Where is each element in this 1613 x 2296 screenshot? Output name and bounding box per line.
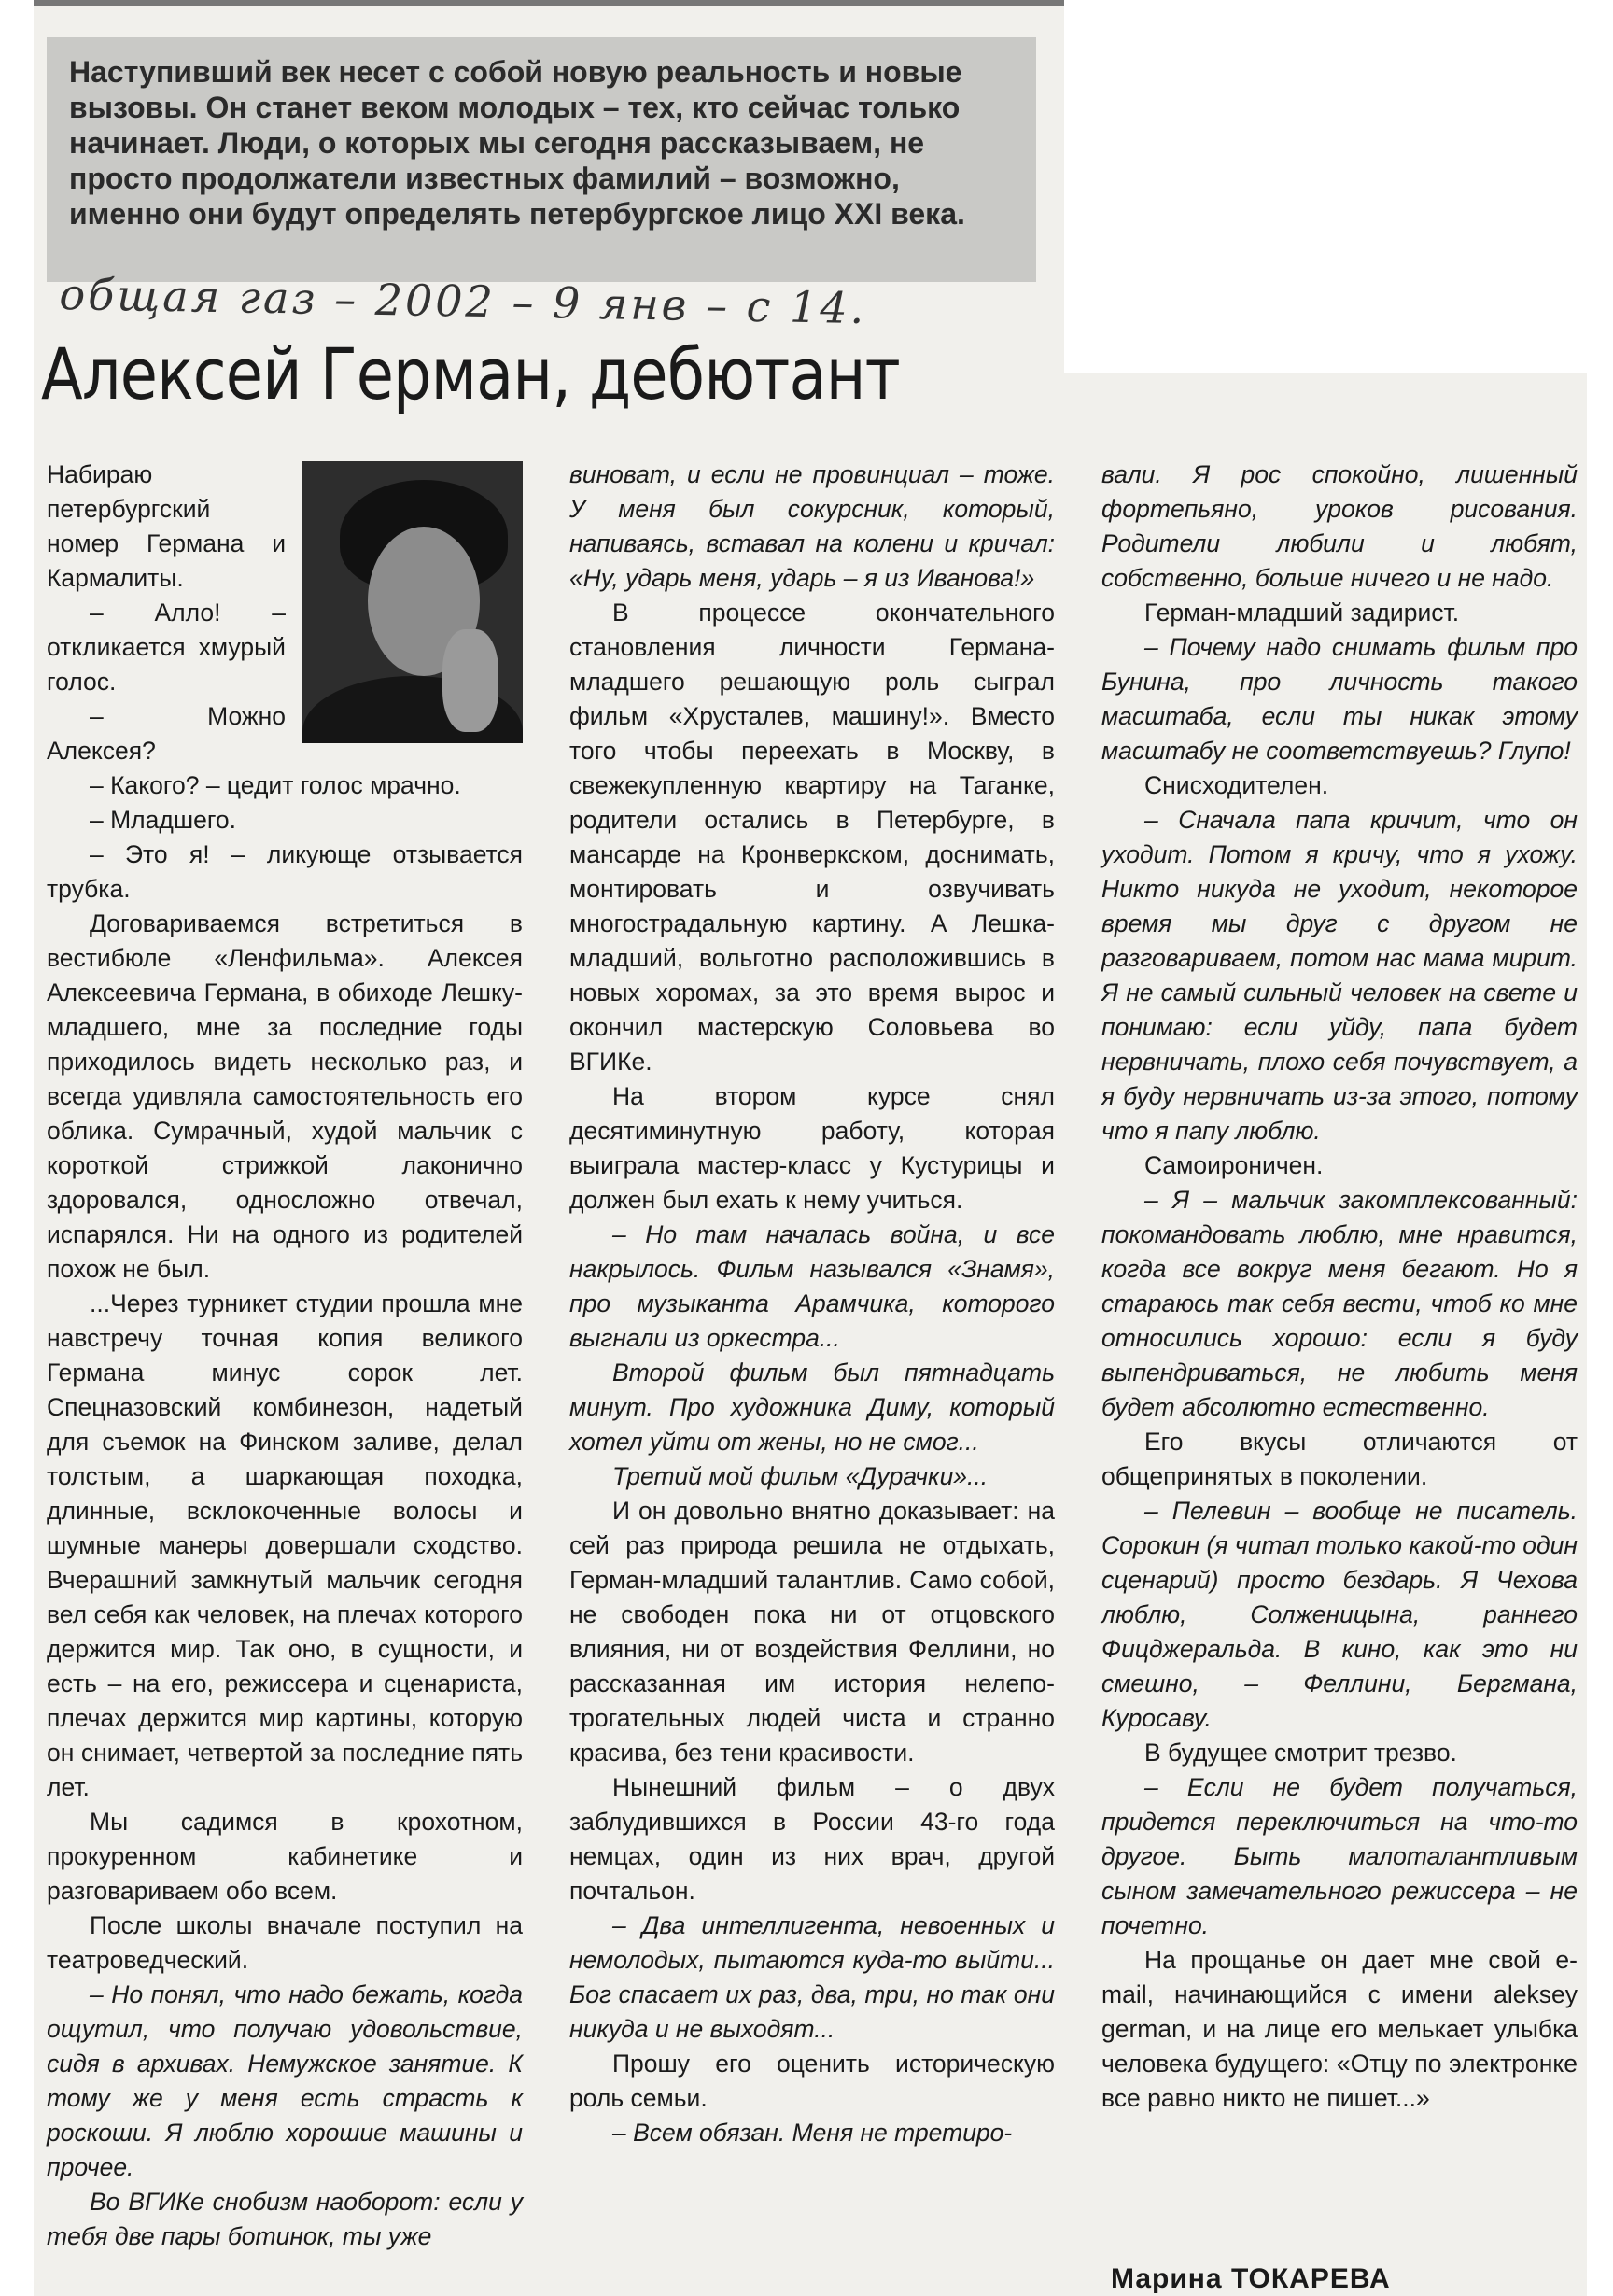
column-3-text [1101,458,1578,2116]
top-rule [34,0,1064,6]
lead-box [47,37,1036,282]
paragraph: Снисходителен. [1144,771,1329,799]
column-2-text [569,458,1055,2150]
lead-text: Наступивший век несет с собой новую реальность и новые вызовы. Он станет веком молодых – тех, кто сейчас только начинает. Люди, о которых мы сегодня рассказываем, не просто продолжатели известных фамилий – возможно, именно они будут определять петербургское лицо XXI века. [69,55,965,231]
portrait-photo [302,461,523,743]
article-headline: Алексей Герман, дебютант [41,332,900,416]
paragraph: – Пелевин – вообще не писатель. Сорокин (я читал только какой-то один сценарий) просто бездарь. Я Чехова люблю, Солженицына, раннего Фицджеральда. В кино, как это ни смешно, – Феллини, Бергмана, Куросаву. [1101,1497,1578,1732]
paragraph: На втором курсе снял десятиминутную работу, которая выиграла мастер-класс у Кустурицы и должен был ехать к нему учиться. [569,1082,1055,1214]
paragraph: – Это я! – ликующе отзывается трубка. [47,840,523,903]
paragraph: Самоироничен. [1144,1151,1324,1179]
paragraph: Герман-младший задирист. [1144,599,1460,627]
paragraph: – Младшего. [90,806,237,834]
paragraph: – Какого? – цедит голос мрачно. [90,771,461,799]
paragraph: После школы вначале поступил на театроведческий. [47,1911,523,1974]
paragraph: – Но понял, что надо бежать, когда ощутил, что получаю удовольствие, сидя в архивах. Немужское занятие. К тому же у меня есть страсть к роскоши. Я люблю хорошие машины и прочее. [47,1980,523,2181]
article-column-3 [1101,458,1578,2116]
paragraph: Договариваемся встретиться в вестибюле «Ленфильма». Алексея Алексеевича Германа, в обиходе Лешку-младшего, мне за последние годы приходилось видеть несколько раз, и всегда удивляла самостоятельность его облика. Сумрачный, худой мальчик с короткой стрижкой лаконично здоровался, односложно отвечал, испарялся. Ни на одного из родителей похож не был. [47,909,523,1283]
paragraph: – Почему надо снимать фильм про Бунина, про личность такого масштаба, если ты никак этому масштабу не соответствуешь? Глупо! [1101,633,1578,765]
paragraph: Мы садимся в крохотном, прокуренном кабинетике и разговариваем обо всем. [47,1808,523,1905]
handwritten-note: общая газ – 2002 – 9 янв – с 14. [59,269,867,334]
paragraph: – Два интеллигента, невоенных и немолодых, пытаются куда-то выйти... Бог спасает их раз, два, три, но так они никуда и не выходят... [569,1911,1055,2043]
paragraph: И он довольно внятно доказывает: на сей раз природа решила не отдыхать, Герман-младший талантлив. Само собой, не свободен пока ни от отцовского влияния, ни от воздействия Феллини, но рассказанная им история нелепо-трогательных людей чиста и странно красива, без тени красивости. [569,1497,1055,1767]
paragraph: – Сначала папа кричит, что он уходит. Потом я кричу, что я ухожу. Никто никуда не уходит, некоторое время мы друг с другом не разговариваем, потом нас мама мирит. Я не самый сильный человек на свете и понимаю: если уйду, папа будет нервничать, плохо себя почувствует, а я буду нервничать из-за этого, потому что я папу люблю. [1101,806,1578,1145]
paragraph: – Если не будет получаться, придется переключиться на что-то другое. Быть малоталантливым сыном замечательного режиссера – не почетно. [1101,1773,1578,1939]
paragraph: – Алло! – откликается хмурый голос. [47,599,286,696]
paragraph: – Но там началась война, и все накрылось. Фильм назывался «Знамя», про музыканта Арамчика, которого выгнали из оркестра... [569,1220,1055,1352]
paragraph: Нынешний фильм – о двух заблудившихся в России 43-го года немцах, один из них врач, другой почтальон. [569,1773,1055,1905]
paragraph: – Я – мальчик закомплексованный: покомандовать люблю, мне нравится, когда все вокруг меня бегают. Но я стараюсь так себя вести, чтоб ко мне относились хорошо: если я буду выпендриваться, не любить меня будет абсолютно естественно. [1101,1186,1578,1421]
paragraph: Набираю петербургский номер Германа и Кармалиты. [47,460,286,592]
paragraph: Второй фильм был пятнадцать минут. Про художника Диму, который хотел уйти от жены, но не смог... [569,1359,1055,1456]
paragraph: – Можно Алексея? [47,702,286,765]
paragraph: Третий мой фильм «Дурачки»... [612,1462,989,1490]
paragraph: Его вкусы отличаются от общепринятых в поколении. [1101,1428,1578,1490]
paragraph: вали. Я рос спокойно, лишенный фортепьяно, уроков рисования. Родители любили и любят, собственно, больше ничего и не надо. [1101,460,1578,592]
paragraph: На прощанье он дает мне свой e-mail, начинающийся с имени aleksey german, и на лице его мелькает улыбка человека будущего: «Отцу по электронке все равно никто не пишет...» [1101,1946,1578,2112]
paragraph: В процессе окончательного становления личности Германа-младшего решающую роль сыграл фильм «Хрусталев, машину!». Вместо того чтобы переехать в Москву, в свежекупленную квартиру на Таганке, родители остались в Петербурге, в мансарде на Кронверкском, доснимать, монтировать и озвучивать многострадальную картину. А Лешка-младший, вольготно расположившись в новых хоромах, за это время вырос и окончил мастерскую Соловьева во ВГИКе. [569,599,1055,1076]
article-column-2 [569,458,1055,2150]
paragraph: виноват, и если не провинциал – тоже. У меня был сокурсник, который, напиваясь, вставал на колени и кричал: «Ну, ударь меня, ударь – я из Иванова!» [569,460,1055,592]
paragraph: Прошу его оценить историческую роль семьи. [569,2049,1055,2112]
paragraph: – Всем обязан. Меня не третиро- [612,2119,1013,2147]
article-column-1 [47,458,523,2254]
paragraph: Во ВГИКе снобизм наоборот: если у тебя две пары ботинок, ты уже [47,2188,523,2250]
author-byline: Марина ТОКАРЕВА [1111,2263,1391,2294]
paragraph: В будущее смотрит трезво. [1144,1739,1457,1767]
paragraph: ...Через турникет студии прошла мне навстречу точная копия великого Германа минус сорок лет. Спецназовский комбинезон, надетый для съемок на Финском заливе, делал толстым, а шаркающая походка, длинные, всклокоченные волосы и шумные манеры довершали сходство. Вчерашний замкнутый мальчик сегодня вел себя как человек, на плечах которого держится мир. Так оно, в сущности, и есть – на его, режиссера и сценариста, плечах держится мир картины, которую он снимает, четвертой за последние пять лет. [47,1289,523,1801]
